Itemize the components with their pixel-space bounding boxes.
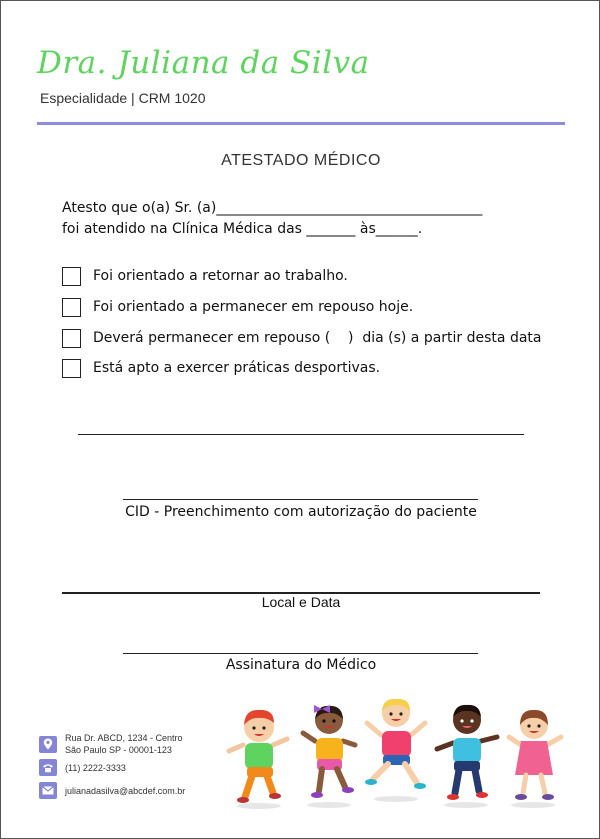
- address-line-2: São Paulo SP - 00001-123: [65, 745, 172, 755]
- option-label: Deverá permanecer em repouso ( ) dia (s) a partir desta data: [93, 330, 542, 346]
- notes-line: [78, 434, 524, 435]
- option-sports-fit[interactable]: [62, 357, 380, 379]
- option-return-work[interactable]: [62, 265, 348, 287]
- footer-email: [39, 782, 185, 799]
- location-pin-icon: [39, 736, 57, 753]
- kid-blonde: [365, 699, 426, 789]
- patient-name-line: Atesto que o(a) Sr. (a)______________________________________: [62, 200, 483, 216]
- children-illustration: [221, 693, 571, 813]
- phone-number: (11) 2222-3333: [65, 762, 126, 773]
- checkbox[interactable]: [62, 329, 81, 348]
- kid-red-hair: [229, 710, 287, 803]
- envelope-icon: [39, 782, 57, 799]
- header-divider: [37, 122, 565, 125]
- footer-phone: [39, 759, 126, 776]
- address-line-1: Rua Dr. ABCD, 1234 - Centro: [65, 733, 183, 743]
- footer-address: [39, 732, 183, 756]
- option-label: Está apto a exercer práticas desportivas.: [93, 360, 381, 376]
- cid-line: [123, 499, 478, 500]
- checkbox[interactable]: [62, 298, 81, 317]
- specialty-crm: Especialidade | CRM 1020: [40, 90, 206, 106]
- option-rest-days[interactable]: [62, 327, 542, 349]
- kid-purple-bow: [303, 705, 355, 798]
- phone-icon: [39, 759, 57, 776]
- signature-line: [123, 653, 478, 654]
- checkbox[interactable]: [62, 267, 81, 286]
- kid-pink-dress: [509, 710, 561, 800]
- checkbox[interactable]: [62, 359, 81, 378]
- signature-caption: Assinatura do Médico: [225, 657, 377, 673]
- option-rest-today[interactable]: [62, 296, 413, 318]
- local-data-caption: Local e Data: [261, 594, 341, 610]
- kid-cyan-shirt: [437, 705, 497, 800]
- email-address: julianadasilva@abcdef.com.br: [65, 785, 186, 796]
- attendance-time-line: foi atendido na Clínica Médica das _______ às______.: [62, 221, 423, 237]
- cid-caption: CID - Preenchimento com autorização do paciente: [125, 504, 477, 520]
- doctor-name: Dra. Juliana da Silva: [37, 45, 370, 81]
- document-title: ATESTADO MÉDICO: [221, 152, 381, 169]
- option-label: Foi orientado a retornar ao trabalho.: [93, 268, 348, 284]
- option-label: Foi orientado a permanecer em repouso hoje.: [93, 299, 414, 315]
